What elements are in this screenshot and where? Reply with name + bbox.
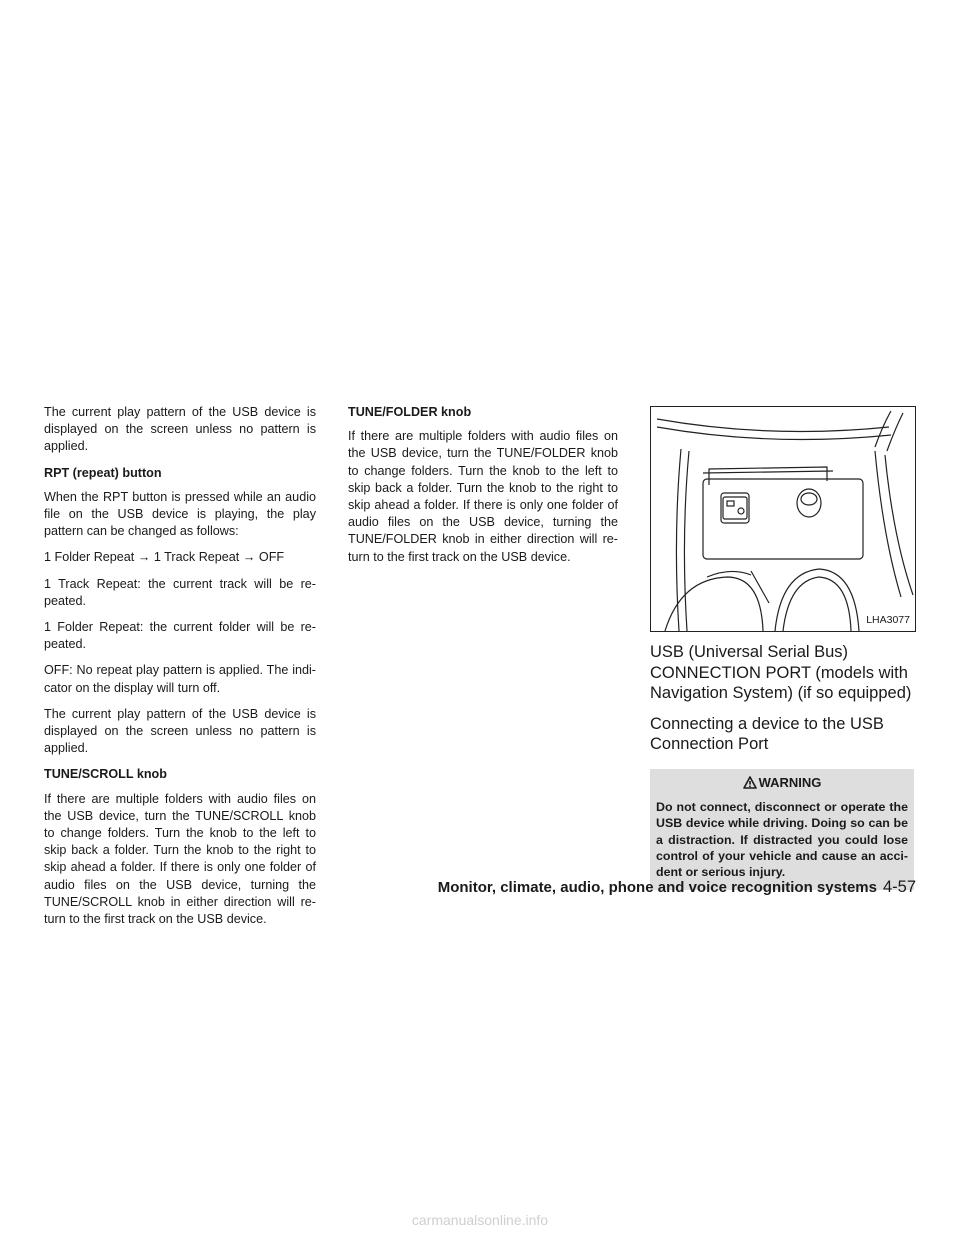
left-column <box>44 404 316 937</box>
middle-column <box>348 404 618 575</box>
warning-triangle-icon <box>743 776 757 789</box>
warning-text: Do not connect, disconnect or operate the USB device while driving. Doing so can be a distraction. If distracted you could lose control of your vehicle and cause an acci-dent or serious injury. <box>656 799 908 880</box>
heading-connecting-device: Connecting a device to the USB Connection Port <box>650 714 884 753</box>
warning-title <box>656 774 908 791</box>
heading-tune-scroll-knob: TUNE/SCROLL knob <box>44 767 167 782</box>
paragraph: If there are multiple folders with audio files on the USB device, turn the TUNE/SCROLL knob to change folders. Turn the knob to the left to skip back a folder. Turn the knob to the right to skip ahead a folder. If there is only one folder of audio files on the USB device, turning the TUNE/SCROLL knob in either direction will re-turn to the first track on the USB device. <box>44 791 316 927</box>
heading-rpt-button: RPT (repeat) button <box>44 465 162 480</box>
console-drawing <box>651 407 915 631</box>
figure-code: LHA3077 <box>864 612 912 629</box>
paragraph: 1 Track Repeat: the current track will be re-peated. <box>44 576 316 608</box>
heading-tune-folder-knob: TUNE/FOLDER knob <box>348 405 472 419</box>
heading-usb-connection-port: USB (Universal Serial Bus) CONNECTION PORT (models with Navigation System) (if so equipped) <box>650 643 912 702</box>
paragraph: 1 Folder Repeat: the current folder will be re-peated. <box>44 620 316 652</box>
watermark: carmanualsonline.info <box>411 1212 549 1228</box>
repeat-sequence: 1 Folder Repeat → 1 Track Repeat → OFF <box>44 550 285 565</box>
section-title: Monitor, climate, audio, phone and voice recognition systems <box>437 879 877 896</box>
paragraph: OFF: No repeat play pattern is applied. The indi-cator on the display will turn off. <box>44 663 316 695</box>
page-number: 4-57 <box>882 878 916 896</box>
usb-port-illustration <box>650 406 916 632</box>
right-column <box>650 406 915 890</box>
paragraph: When the RPT button is pressed while an audio file on the USB device is playing, the play pattern can be changed as follows: <box>44 489 316 539</box>
warning-box <box>650 769 914 890</box>
page-footer <box>422 878 916 897</box>
warning-title-text: WARNING <box>758 774 822 790</box>
paragraph: The current play pattern of the USB device is displayed on the screen unless no pattern is applied. <box>44 405 316 454</box>
paragraph: If there are multiple folders with audio files on the USB device, turn the TUNE/FOLDER knob to change folders. Turn the knob to the left to skip back a folder. Turn the knob to the right to skip ahead a folder. If there is only one folder of audio files on the USB device, turning the TUNE/FOLDER knob in either direction will re-turn to the first track on the USB device. <box>348 429 618 564</box>
paragraph: The current play pattern of the USB device is displayed on the screen unless no pattern is applied. <box>44 706 316 756</box>
